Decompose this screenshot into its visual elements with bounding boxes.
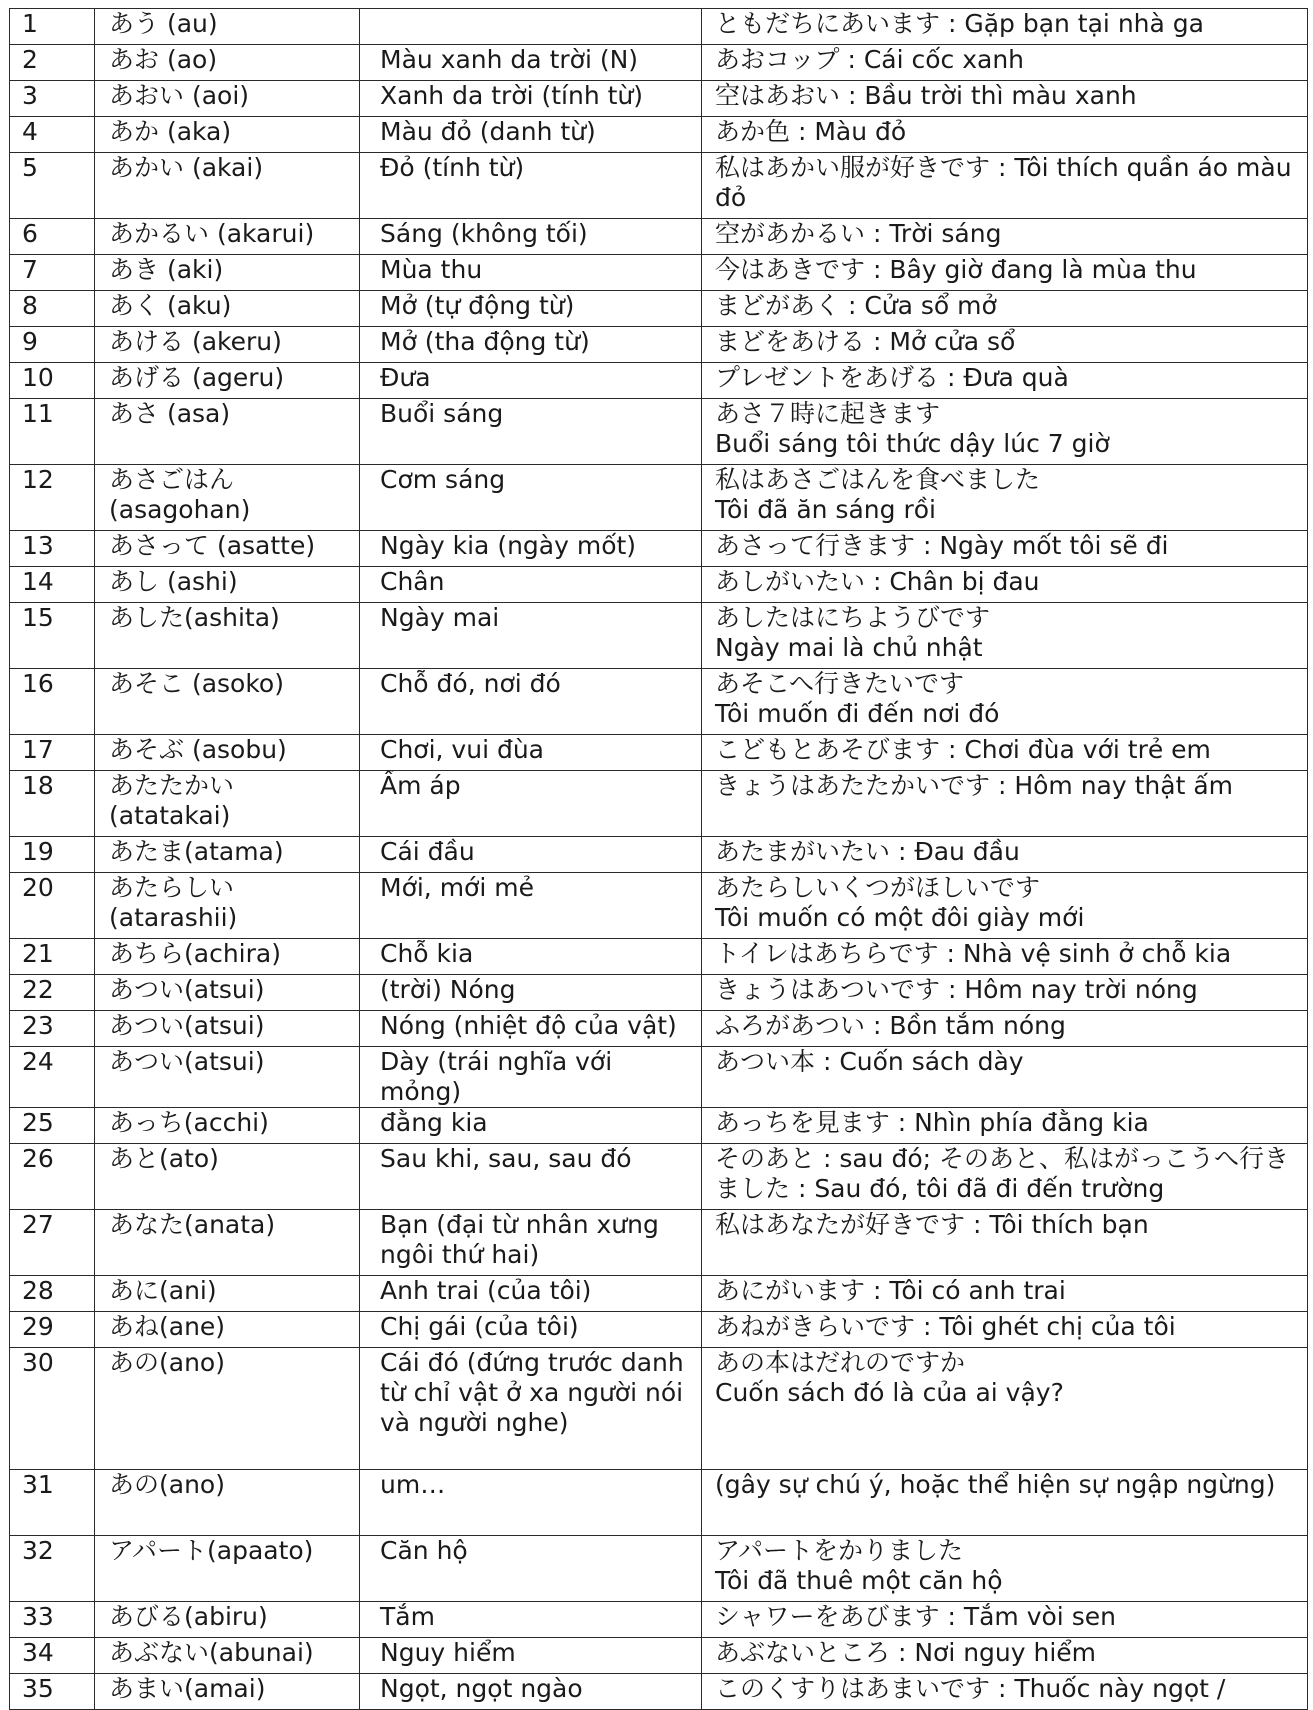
table-row (10, 771, 1308, 837)
vocab-word: あまい(amai) (95, 1674, 360, 1710)
vocab-example: (gây sự chú ý, hoặc thể hiện sự ngập ngừng) (702, 1470, 1308, 1536)
vocab-example: きょうはあたたかいです : Hôm nay thật ấm (702, 771, 1308, 837)
vocab-word: あっち(acchi) (95, 1108, 360, 1144)
row-number: 7 (10, 255, 95, 291)
row-number: 3 (10, 81, 95, 117)
vocab-example: あつい本 : Cuốn sách dày (702, 1047, 1308, 1108)
row-number: 25 (10, 1108, 95, 1144)
table-row (10, 9, 1308, 45)
vocab-word: あう (au) (95, 9, 360, 45)
vocab-word: あく (aku) (95, 291, 360, 327)
vocab-example: まどがあく : Cửa sổ mở (702, 291, 1308, 327)
vocab-example: あねがきらいです : Tôi ghét chị của tôi (702, 1312, 1308, 1348)
vocabulary-table-body (10, 9, 1308, 1710)
vocab-word: あの(ano) (95, 1470, 360, 1536)
vocab-meaning: Mới, mới mẻ (360, 873, 702, 939)
vocab-meaning: Mùa thu (360, 255, 702, 291)
row-number: 8 (10, 291, 95, 327)
vocab-example: あしがいたい : Chân bị đau (702, 567, 1308, 603)
row-number: 14 (10, 567, 95, 603)
vocab-example: あしたはにちようびです Ngày mai là chủ nhật (702, 603, 1308, 669)
vocab-meaning: Nguy hiểm (360, 1638, 702, 1674)
vocab-example: あたらしいくつがほしいです Tôi muốn có một đôi giày mới (702, 873, 1308, 939)
vocab-meaning: Cái đầu (360, 837, 702, 873)
vocab-word: あびる(abiru) (95, 1602, 360, 1638)
row-number: 2 (10, 45, 95, 81)
table-row (10, 975, 1308, 1011)
vocab-example: 今はあきです : Bây giờ đang là mùa thu (702, 255, 1308, 291)
vocab-meaning: Ngày mai (360, 603, 702, 669)
vocab-word: アパート(apaato) (95, 1536, 360, 1602)
vocab-example: プレゼントをあげる : Đưa quà (702, 363, 1308, 399)
row-number: 11 (10, 399, 95, 465)
vocab-example: シャワーをあびます : Tắm vòi sen (702, 1602, 1308, 1638)
table-row (10, 531, 1308, 567)
table-row (10, 1348, 1308, 1470)
vocab-example: そのあと : sau đó; そのあと、私はがっこうへ行きました : Sau đó, tôi đã đi đến trường (702, 1144, 1308, 1210)
vocab-meaning: Chị gái (của tôi) (360, 1312, 702, 1348)
vocab-meaning: Ngày kia (ngày mốt) (360, 531, 702, 567)
table-row (10, 399, 1308, 465)
vocab-example: あにがいます : Tôi có anh trai (702, 1276, 1308, 1312)
row-number: 31 (10, 1470, 95, 1536)
table-row (10, 1602, 1308, 1638)
row-number: 17 (10, 735, 95, 771)
vocab-word: あかるい (akarui) (95, 219, 360, 255)
vocab-word: あなた(anata) (95, 1210, 360, 1276)
table-row (10, 153, 1308, 219)
vocab-word: あさごはん (asagohan) (95, 465, 360, 531)
vocab-word: あたま(atama) (95, 837, 360, 873)
vocab-example: あおコップ : Cái cốc xanh (702, 45, 1308, 81)
row-number: 32 (10, 1536, 95, 1602)
vocab-meaning: Chơi, vui đùa (360, 735, 702, 771)
vocab-meaning: Ngọt, ngọt ngào (360, 1674, 702, 1710)
vocab-word: あつい(atsui) (95, 975, 360, 1011)
table-row (10, 1312, 1308, 1348)
vocab-word: あつい(atsui) (95, 1047, 360, 1108)
table-row (10, 117, 1308, 153)
vocab-meaning: Màu đỏ (danh từ) (360, 117, 702, 153)
row-number: 16 (10, 669, 95, 735)
vocab-meaning (360, 9, 702, 45)
vocab-meaning: Sau khi, sau, sau đó (360, 1144, 702, 1210)
vocab-meaning: Xanh da trời (tính từ) (360, 81, 702, 117)
vocab-example: アパートをかりました Tôi đã thuê một căn hộ (702, 1536, 1308, 1602)
row-number: 20 (10, 873, 95, 939)
vocab-word: あそこ (asoko) (95, 669, 360, 735)
vocab-example: 空はあおい : Bầu trời thì màu xanh (702, 81, 1308, 117)
vocab-word: あね(ane) (95, 1312, 360, 1348)
vocab-example: あぶないところ : Nơi nguy hiểm (702, 1638, 1308, 1674)
vocab-word: あした(ashita) (95, 603, 360, 669)
vocab-word: あおい (aoi) (95, 81, 360, 117)
vocab-example: 私はあさごはんを食べました Tôi đã ăn sáng rồi (702, 465, 1308, 531)
table-row (10, 567, 1308, 603)
vocab-word: あか (aka) (95, 117, 360, 153)
vocab-word: あたらしい (atarashii) (95, 873, 360, 939)
vocab-meaning: Màu xanh da trời (N) (360, 45, 702, 81)
vocab-meaning: đằng kia (360, 1108, 702, 1144)
row-number: 12 (10, 465, 95, 531)
table-row (10, 837, 1308, 873)
vocab-word: あに(ani) (95, 1276, 360, 1312)
row-number: 26 (10, 1144, 95, 1210)
vocab-example: このくすりはあまいです : Thuốc này ngọt / (702, 1674, 1308, 1710)
row-number: 28 (10, 1276, 95, 1312)
row-number: 34 (10, 1638, 95, 1674)
table-row (10, 363, 1308, 399)
vocab-example: ともだちにあいます : Gặp bạn tại nhà ga (702, 9, 1308, 45)
vocab-word: あの(ano) (95, 1348, 360, 1470)
vocab-example: 空があかるい : Trời sáng (702, 219, 1308, 255)
vocab-example: まどをあける : Mở cửa sổ (702, 327, 1308, 363)
vocab-word: あき (aki) (95, 255, 360, 291)
row-number: 21 (10, 939, 95, 975)
vocab-meaning: Tắm (360, 1602, 702, 1638)
vocab-word: あそぶ (asobu) (95, 735, 360, 771)
vocab-word: あたたかい (atatakai) (95, 771, 360, 837)
vocab-meaning: Đỏ (tính từ) (360, 153, 702, 219)
vocab-meaning: Mở (tự động từ) (360, 291, 702, 327)
vocab-meaning: Chỗ đó, nơi đó (360, 669, 702, 735)
vocab-word: あさ (asa) (95, 399, 360, 465)
vocab-word: あつい(atsui) (95, 1011, 360, 1047)
row-number: 6 (10, 219, 95, 255)
row-number: 30 (10, 1348, 95, 1470)
vocab-meaning: Chỗ kia (360, 939, 702, 975)
table-row (10, 81, 1308, 117)
vocab-meaning: Cơm sáng (360, 465, 702, 531)
vocab-word: あさって (asatte) (95, 531, 360, 567)
vocab-example: ふろがあつい : Bồn tắm nóng (702, 1011, 1308, 1047)
row-number: 19 (10, 837, 95, 873)
vocab-meaning: Anh trai (của tôi) (360, 1276, 702, 1312)
table-row (10, 1470, 1308, 1536)
row-number: 4 (10, 117, 95, 153)
vocab-word: あと(ato) (95, 1144, 360, 1210)
vocab-meaning: Nóng (nhiệt độ của vật) (360, 1011, 702, 1047)
table-row (10, 1108, 1308, 1144)
vocab-example: こどもとあそびます : Chơi đùa với trẻ em (702, 735, 1308, 771)
vocab-meaning: Cái đó (đứng trước danh từ chỉ vật ở xa người nói và người nghe) (360, 1348, 702, 1470)
row-number: 23 (10, 1011, 95, 1047)
table-row (10, 219, 1308, 255)
vocab-word: あちら(achira) (95, 939, 360, 975)
table-row (10, 603, 1308, 669)
vocab-meaning: Ấm áp (360, 771, 702, 837)
vocab-example: あか色 : Màu đỏ (702, 117, 1308, 153)
table-row (10, 1276, 1308, 1312)
vocab-meaning: Bạn (đại từ nhân xưng ngôi thứ hai) (360, 1210, 702, 1276)
vocab-word: あし (ashi) (95, 567, 360, 603)
vocab-meaning: Căn hộ (360, 1536, 702, 1602)
row-number: 1 (10, 9, 95, 45)
table-row (10, 939, 1308, 975)
vocab-meaning: Chân (360, 567, 702, 603)
vocab-meaning: Sáng (không tối) (360, 219, 702, 255)
vocab-example: トイレはあちらです : Nhà vệ sinh ở chỗ kia (702, 939, 1308, 975)
vocab-meaning: Buổi sáng (360, 399, 702, 465)
row-number: 35 (10, 1674, 95, 1710)
table-row (10, 735, 1308, 771)
row-number: 9 (10, 327, 95, 363)
vocab-example: あそこへ行きたいです Tôi muốn đi đến nơi đó (702, 669, 1308, 735)
vocab-meaning: Mở (tha động từ) (360, 327, 702, 363)
vocab-example: きょうはあついです : Hôm nay trời nóng (702, 975, 1308, 1011)
vocab-word: あかい (akai) (95, 153, 360, 219)
vocabulary-table (9, 8, 1308, 1710)
row-number: 24 (10, 1047, 95, 1108)
table-row (10, 1011, 1308, 1047)
table-row (10, 1144, 1308, 1210)
table-row (10, 327, 1308, 363)
row-number: 27 (10, 1210, 95, 1276)
vocab-word: あぶない(abunai) (95, 1638, 360, 1674)
row-number: 5 (10, 153, 95, 219)
table-row (10, 1674, 1308, 1710)
vocab-word: あげる (ageru) (95, 363, 360, 399)
table-row (10, 1536, 1308, 1602)
vocab-example: 私はあかい服が好きです : Tôi thích quần áo màu đỏ (702, 153, 1308, 219)
table-row (10, 1210, 1308, 1276)
vocab-meaning: Đưa (360, 363, 702, 399)
row-number: 29 (10, 1312, 95, 1348)
row-number: 18 (10, 771, 95, 837)
vocab-word: あお (ao) (95, 45, 360, 81)
vocab-example: あの本はだれのですか Cuốn sách đó là của ai vậy? (702, 1348, 1308, 1470)
row-number: 22 (10, 975, 95, 1011)
table-row (10, 45, 1308, 81)
table-row (10, 255, 1308, 291)
vocab-example: 私はあなたが好きです : Tôi thích bạn (702, 1210, 1308, 1276)
table-row (10, 291, 1308, 327)
table-row (10, 465, 1308, 531)
row-number: 13 (10, 531, 95, 567)
row-number: 10 (10, 363, 95, 399)
table-row (10, 669, 1308, 735)
vocab-meaning: Dày (trái nghĩa với mỏng) (360, 1047, 702, 1108)
table-row (10, 1638, 1308, 1674)
table-row (10, 1047, 1308, 1108)
vocab-example: あさって行きます : Ngày mốt tôi sẽ đi (702, 531, 1308, 567)
vocab-example: あっちを見ます : Nhìn phía đằng kia (702, 1108, 1308, 1144)
vocab-example: あさ７時に起きます Buổi sáng tôi thức dậy lúc 7 giờ (702, 399, 1308, 465)
vocab-word: あける (akeru) (95, 327, 360, 363)
table-row (10, 873, 1308, 939)
row-number: 33 (10, 1602, 95, 1638)
vocab-meaning: um… (360, 1470, 702, 1536)
row-number: 15 (10, 603, 95, 669)
vocab-meaning: (trời) Nóng (360, 975, 702, 1011)
vocab-example: あたまがいたい : Đau đầu (702, 837, 1308, 873)
